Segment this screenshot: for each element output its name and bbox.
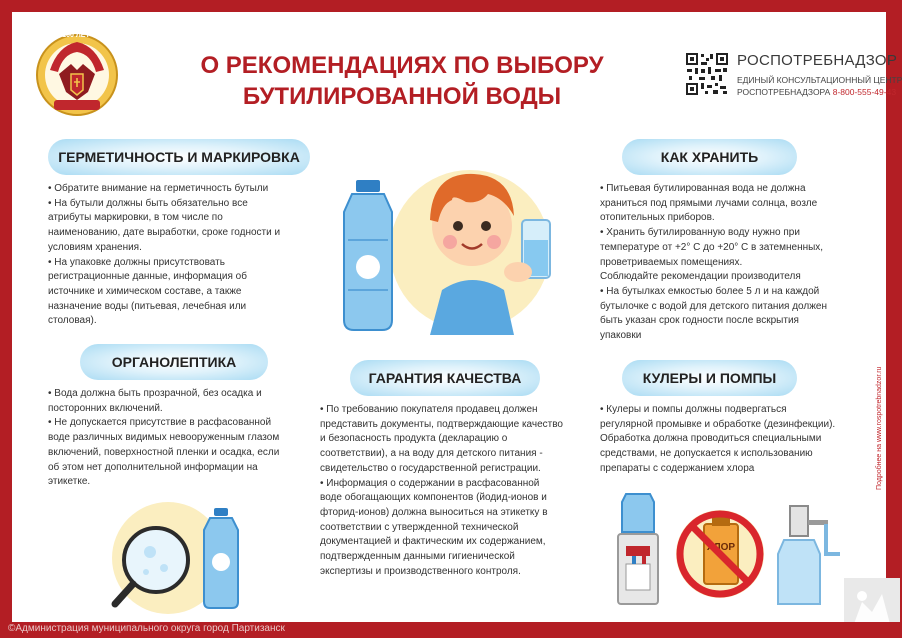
text-line: соответствии), а на воду для детского питания - bbox=[320, 448, 543, 460]
text-line: воде различных видимых невооруженным глазом bbox=[48, 432, 280, 444]
section-title-organoleptic: ОРГАНОЛЕПТИКА bbox=[80, 344, 268, 380]
poster bbox=[12, 12, 902, 622]
section-title-hermeticity: ГЕРМЕТИЧНОСТЬ И МАРКИРОВКА bbox=[48, 139, 310, 175]
rospotrebnadzor-emblem bbox=[36, 30, 118, 118]
website-side-text: Подробнее на www.rospotrebnadzor.ru bbox=[876, 366, 883, 490]
text-line: и безопасность продукта (декларацию о bbox=[320, 433, 508, 445]
text-line: подтвержденным данными гигиенической bbox=[320, 551, 515, 563]
text-line: • Питьевая бутилированная вода не должна bbox=[600, 183, 806, 194]
footer bbox=[0, 622, 902, 638]
text-line: регистрационные данные, информация об bbox=[48, 271, 247, 283]
section-quality-text bbox=[320, 403, 595, 579]
section-hermeticity-text bbox=[48, 182, 318, 329]
section-coolers-text bbox=[600, 403, 880, 477]
org-block bbox=[737, 52, 902, 97]
text-line: • На бутыли должны быть обязательно все bbox=[48, 197, 248, 209]
text-line: включений, поверхностной пленки и осадка, если bbox=[48, 446, 280, 458]
boy-icon bbox=[430, 174, 550, 335]
text-line: отопительных приборов. bbox=[600, 212, 715, 224]
boy-with-glass-illustration bbox=[332, 140, 572, 340]
text-line: назначение воды (питьевая, лечебная или bbox=[48, 300, 247, 312]
qr-code bbox=[685, 52, 729, 96]
text-line: храниться под прямыми лучами солнца, возле bbox=[600, 197, 818, 209]
title-line-1: О РЕКОМЕНДАЦИЯХ ПО ВЫБОРУ bbox=[200, 52, 604, 79]
text-line: наименованию, дате выработки, сроке годности и bbox=[48, 227, 281, 239]
text-line: • Обратите внимание на герметичность бутыли bbox=[48, 183, 269, 194]
water-bottle-icon bbox=[204, 508, 238, 608]
no-chlorine-icon bbox=[676, 510, 764, 598]
text-line: этикетке. bbox=[48, 476, 91, 488]
text-line: препараты с содержанием хлора bbox=[600, 462, 755, 474]
water-cooler-icon bbox=[618, 494, 658, 604]
chlorine-label: ХЛОР bbox=[706, 542, 736, 553]
text-line: температуре от +2° С до +20° С в затемненных, bbox=[600, 241, 824, 253]
text-line: • На бутылках емкостью более 5 л и на каждой bbox=[600, 285, 820, 297]
text-line: соответствии с утвержденной технической bbox=[320, 521, 519, 533]
text-line: быть указан срок годности после вскрытия bbox=[600, 315, 799, 327]
section-title-coolers: КУЛЕРЫ И ПОМПЫ bbox=[622, 360, 797, 396]
cooler-chlorine-pump-illustration bbox=[612, 490, 852, 616]
page-title bbox=[162, 50, 642, 112]
emblem-text: 100 ЛЕТ bbox=[62, 32, 90, 39]
text-line: свидетельство о государственной регистрации. bbox=[320, 462, 541, 474]
text-line: столовая). bbox=[48, 315, 97, 327]
text-line: об этом нет дополнительной информации на bbox=[48, 461, 258, 473]
org-name: РОСПОТРЕБНАДЗОР bbox=[737, 52, 898, 69]
org-line-2 bbox=[737, 87, 897, 97]
text-line: бутылочке с водой для детского питания должен bbox=[600, 300, 828, 312]
org-phone: 8-800-555-49-43 bbox=[832, 87, 897, 97]
footer-text: ©Администрация муниципального округа город Партизанск bbox=[8, 623, 285, 634]
text-line: воде обогащающих компонентов (йодид-ионов и bbox=[320, 492, 547, 504]
org-subtitle: ЕДИНЫЙ КОНСУЛЬТАЦИОННЫЙ ЦЕНТР bbox=[737, 75, 902, 85]
text-line: экспертизы и производственного контроля. bbox=[320, 565, 521, 577]
text-line: • Не допускается присутствие в расфасованной bbox=[48, 417, 272, 429]
section-organoleptic-text bbox=[48, 387, 318, 490]
text-line: представить документы, подтверждающие качество bbox=[320, 418, 563, 430]
text-line: • Вода должна быть прозрачной, без осадка и bbox=[48, 388, 262, 399]
text-line: • Хранить бутилированную воду нужно при bbox=[600, 227, 800, 239]
org-line-2-text: РОСПОТРЕБНАДЗОРА bbox=[737, 87, 831, 97]
text-line: условиям хранения. bbox=[48, 241, 142, 253]
section-storage-text bbox=[600, 182, 880, 344]
text-line: атрибуты маркировки, в том числе по bbox=[48, 212, 223, 224]
text-line: средствами, не допускается к использованию bbox=[600, 448, 813, 460]
text-line: источнике и химическом составе, а также bbox=[48, 285, 242, 297]
text-line: Соблюдайте рекомендации производителя bbox=[600, 271, 801, 283]
title-line-2: БУТИЛИРОВАННОЙ ВОДЫ bbox=[242, 83, 562, 110]
magnifier-bottle-illustration bbox=[106, 500, 256, 618]
text-line: документацией и фактическим их содержанием, bbox=[320, 536, 546, 548]
section-title-storage: КАК ХРАНИТЬ bbox=[622, 139, 797, 175]
water-pump-icon bbox=[778, 506, 840, 604]
text-line: проветриваемых помещениях. bbox=[600, 256, 743, 268]
text-line: Обработка должна проводиться специальными bbox=[600, 433, 822, 445]
text-line: посторонних включений. bbox=[48, 402, 163, 414]
text-line: упаковки bbox=[600, 330, 642, 342]
text-line: • На упаковке должны присутствовать bbox=[48, 256, 225, 268]
water-bottle-icon bbox=[344, 180, 392, 330]
section-title-quality: ГАРАНТИЯ КАЧЕСТВА bbox=[350, 360, 540, 396]
text-line: регулярной промывке и обработке (дезинфекции). bbox=[600, 418, 836, 430]
text-line: фторид-ионов) должна выноситься на этикетку в bbox=[320, 506, 548, 518]
text-line: • Кулеры и помпы должны подвергаться bbox=[600, 404, 787, 415]
text-line: • Информация о содержании в расфасованной bbox=[320, 477, 540, 489]
text-line: • По требованию покупателя продавец должен bbox=[320, 404, 538, 415]
